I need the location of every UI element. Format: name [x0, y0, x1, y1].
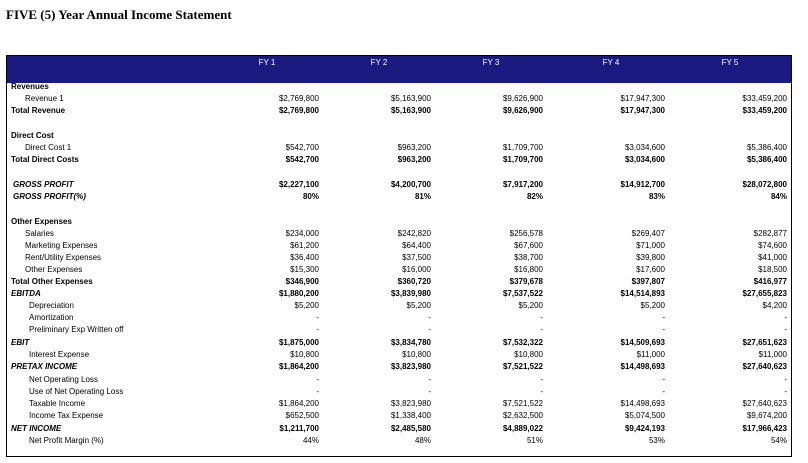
cell-value: 81% — [414, 192, 431, 201]
cell-value: $5,200 — [518, 301, 543, 310]
cell-value: $18,500 — [758, 265, 787, 274]
cell-value: $5,163,900 — [390, 94, 431, 103]
cell-value: $64,400 — [402, 241, 431, 250]
table-row — [7, 374, 791, 386]
cell-value: $2,227,100 — [278, 180, 319, 189]
cell-value: $17,600 — [636, 265, 665, 274]
year-header: FY 5 — [721, 58, 739, 67]
row-label: GROSS PROFIT — [13, 180, 74, 189]
cell-value: $5,386,400 — [746, 155, 787, 164]
cell-value: $379,678 — [509, 277, 543, 286]
cell-value: $1,709,700 — [502, 155, 543, 164]
cell-value: $17,947,300 — [620, 94, 665, 103]
row-label: Marketing Expenses — [25, 241, 98, 250]
cell-value: $234,000 — [285, 229, 319, 238]
table-row — [7, 324, 791, 336]
cell-value: $41,000 — [758, 253, 787, 262]
table-row — [7, 240, 791, 252]
cell-value: 51% — [526, 436, 543, 445]
cell-value: $9,626,900 — [502, 106, 543, 115]
cell-value: $397,807 — [631, 277, 665, 286]
cell-value: $3,834,780 — [390, 338, 431, 347]
row-label: Income Tax Expense — [29, 411, 104, 420]
cell-value: $416,977 — [753, 277, 787, 286]
table-row — [7, 216, 791, 228]
cell-value: - — [784, 375, 787, 384]
cell-value: - — [540, 375, 543, 384]
cell-value: $14,498,693 — [620, 362, 665, 371]
row-label: Total Direct Costs — [11, 155, 79, 164]
table-row — [7, 300, 791, 312]
cell-value: - — [784, 313, 787, 322]
cell-value: $33,459,200 — [742, 106, 787, 115]
row-label: Use of Net Operating Loss — [29, 387, 124, 396]
cell-value: $4,200 — [762, 301, 787, 310]
cell-value: $17,966,423 — [742, 424, 787, 433]
row-label: EBITDA — [11, 289, 41, 298]
row-label: PRETAX INCOME — [11, 362, 78, 371]
cell-value: $16,800 — [514, 265, 543, 274]
cell-value: $37,500 — [402, 253, 431, 262]
cell-value: $61,200 — [290, 241, 319, 250]
cell-value: 44% — [302, 436, 319, 445]
row-label: Preliminary Exp Written off — [29, 325, 124, 334]
cell-value: $242,820 — [397, 229, 431, 238]
cell-value: $16,000 — [402, 265, 431, 274]
cell-value: $3,034,600 — [624, 155, 665, 164]
cell-value: $256,578 — [509, 229, 543, 238]
cell-value: - — [662, 313, 665, 322]
cell-value: $2,769,800 — [278, 94, 319, 103]
cell-value: $27,651,623 — [742, 338, 787, 347]
cell-value: $963,200 — [397, 155, 431, 164]
cell-value: - — [428, 387, 431, 396]
row-label: NET INCOME — [11, 424, 62, 433]
cell-value: - — [784, 387, 787, 396]
row-label: Direct Cost — [11, 131, 54, 140]
table-row — [7, 423, 791, 435]
cell-value: $5,200 — [406, 301, 431, 310]
table-row — [7, 264, 791, 276]
cell-value: $11,000 — [758, 350, 787, 359]
table-row — [7, 312, 791, 324]
cell-value: $963,200 — [397, 143, 431, 152]
table-row — [7, 93, 791, 105]
table-row — [7, 191, 791, 203]
cell-value: $14,509,693 — [620, 338, 665, 347]
cell-value: - — [662, 375, 665, 384]
row-label: Taxable Income — [29, 399, 86, 408]
cell-value: $7,521,522 — [502, 362, 543, 371]
table-row — [7, 81, 791, 93]
cell-value: $1,864,200 — [278, 362, 319, 371]
table-row — [7, 179, 791, 191]
table-row — [7, 349, 791, 361]
cell-value: $7,537,522 — [502, 289, 543, 298]
table-row — [7, 337, 791, 349]
cell-value: $4,889,022 — [502, 424, 543, 433]
table-row — [7, 398, 791, 410]
row-label: Salaries — [25, 229, 54, 238]
cell-value: $7,521,522 — [502, 399, 543, 408]
cell-value: $14,514,893 — [620, 289, 665, 298]
cell-value: 53% — [648, 436, 665, 445]
table-row — [7, 130, 791, 142]
table-row — [7, 276, 791, 288]
year-header: FY 1 — [258, 58, 276, 67]
cell-value: - — [428, 313, 431, 322]
income-statement-table — [6, 55, 792, 457]
row-label: Other Expenses — [11, 217, 72, 226]
cell-value: $9,674,200 — [746, 411, 787, 420]
cell-value: $67,600 — [514, 241, 543, 250]
cell-value: 84% — [770, 192, 787, 201]
table-row — [7, 252, 791, 264]
cell-value: $542,700 — [285, 155, 319, 164]
cell-value: $5,200 — [640, 301, 665, 310]
row-label: Total Other Expenses — [11, 277, 93, 286]
cell-value: $5,074,500 — [624, 411, 665, 420]
cell-value: $1,875,000 — [278, 338, 319, 347]
row-label: Other Expenses — [25, 265, 83, 274]
cell-value: $39,800 — [636, 253, 665, 262]
cell-value: - — [428, 325, 431, 334]
cell-value: $10,800 — [290, 350, 319, 359]
cell-value: 80% — [302, 192, 319, 201]
cell-value: $1,709,700 — [502, 143, 543, 152]
cell-value: $10,800 — [514, 350, 543, 359]
page-title: FIVE (5) Year Annual Income Statement — [6, 7, 232, 22]
cell-value: $346,900 — [285, 277, 319, 286]
cell-value: $5,386,400 — [746, 143, 787, 152]
year-header: FY 3 — [482, 58, 500, 67]
row-label: Rent/Utility Expenses — [25, 253, 102, 262]
row-label: Total Revenue — [11, 106, 66, 115]
row-label: GROSS PROFIT(%) — [13, 192, 86, 201]
cell-value: $14,498,693 — [620, 399, 665, 408]
cell-value: $27,640,623 — [742, 362, 787, 371]
cell-value: $1,211,700 — [279, 424, 319, 433]
row-label: Revenue 1 — [25, 94, 64, 103]
cell-value: $2,769,800 — [278, 106, 319, 115]
cell-value: $3,839,980 — [390, 289, 431, 298]
cell-value: 83% — [648, 192, 665, 201]
table-row — [7, 386, 791, 398]
cell-value: $17,947,300 — [620, 106, 665, 115]
cell-value: $2,632,500 — [502, 411, 543, 420]
row-label: Interest Expense — [29, 350, 90, 359]
cell-value: $15,300 — [290, 265, 319, 274]
cell-value: - — [540, 325, 543, 334]
row-label: Revenues — [11, 82, 49, 91]
cell-value: $33,459,200 — [742, 94, 787, 103]
cell-value: $7,917,200 — [502, 180, 543, 189]
cell-value: - — [662, 325, 665, 334]
table-row — [7, 105, 791, 117]
cell-value: - — [316, 313, 319, 322]
row-label: Net Operating Loss — [29, 375, 98, 384]
cell-value: - — [784, 325, 787, 334]
cell-value: $71,000 — [636, 241, 665, 250]
cell-value: $27,655,823 — [742, 289, 787, 298]
cell-value: 48% — [414, 436, 431, 445]
cell-value: $11,000 — [636, 350, 665, 359]
table-row — [7, 361, 791, 373]
cell-value: - — [428, 375, 431, 384]
cell-value: - — [316, 325, 319, 334]
year-header: FY 4 — [602, 58, 620, 67]
table-row — [7, 410, 791, 422]
cell-value: $3,823,980 — [390, 362, 431, 371]
cell-value: $38,700 — [514, 253, 543, 262]
table-row — [7, 228, 791, 240]
table-row — [7, 288, 791, 300]
table-row — [7, 435, 791, 447]
cell-value: $27,640,623 — [742, 399, 787, 408]
row-label: Net Profit Margin (%) — [29, 436, 104, 445]
cell-value: $5,163,900 — [390, 106, 431, 115]
cell-value: $4,200,700 — [390, 180, 431, 189]
cell-value: $1,864,200 — [278, 399, 319, 408]
cell-value: $74,600 — [758, 241, 787, 250]
cell-value: 54% — [770, 436, 787, 445]
row-label: Depreciation — [29, 301, 74, 310]
table-row — [7, 154, 791, 166]
cell-value: $36,400 — [290, 253, 319, 262]
table-row — [7, 142, 791, 154]
cell-value: $9,424,193 — [624, 424, 665, 433]
cell-value: $2,485,580 — [390, 424, 431, 433]
cell-value: - — [540, 313, 543, 322]
cell-value: $3,823,980 — [390, 399, 431, 408]
cell-value: $1,338,400 — [390, 411, 431, 420]
cell-value: $3,034,600 — [624, 143, 665, 152]
cell-value: $7,532,322 — [502, 338, 543, 347]
cell-value: $10,800 — [402, 350, 431, 359]
row-label: EBIT — [11, 338, 30, 347]
cell-value: $360,720 — [397, 277, 431, 286]
year-header-bar — [7, 56, 791, 81]
cell-value: $14,912,700 — [620, 180, 665, 189]
year-header: FY 2 — [370, 58, 388, 67]
cell-value: $542,700 — [285, 143, 319, 152]
cell-value: $5,200 — [294, 301, 319, 310]
cell-value: 82% — [526, 192, 543, 201]
cell-value: - — [540, 387, 543, 396]
cell-value: $1,880,200 — [278, 289, 319, 298]
cell-value: - — [316, 387, 319, 396]
cell-value: $28,072,800 — [742, 180, 787, 189]
cell-value: $9,626,900 — [502, 94, 543, 103]
cell-value: - — [662, 387, 665, 396]
cell-value: $282,877 — [753, 229, 787, 238]
cell-value: $652,500 — [285, 411, 319, 420]
row-label: Direct Cost 1 — [25, 143, 72, 152]
cell-value: - — [316, 375, 319, 384]
cell-value: $269,407 — [631, 229, 665, 238]
row-label: Amortization — [29, 313, 74, 322]
